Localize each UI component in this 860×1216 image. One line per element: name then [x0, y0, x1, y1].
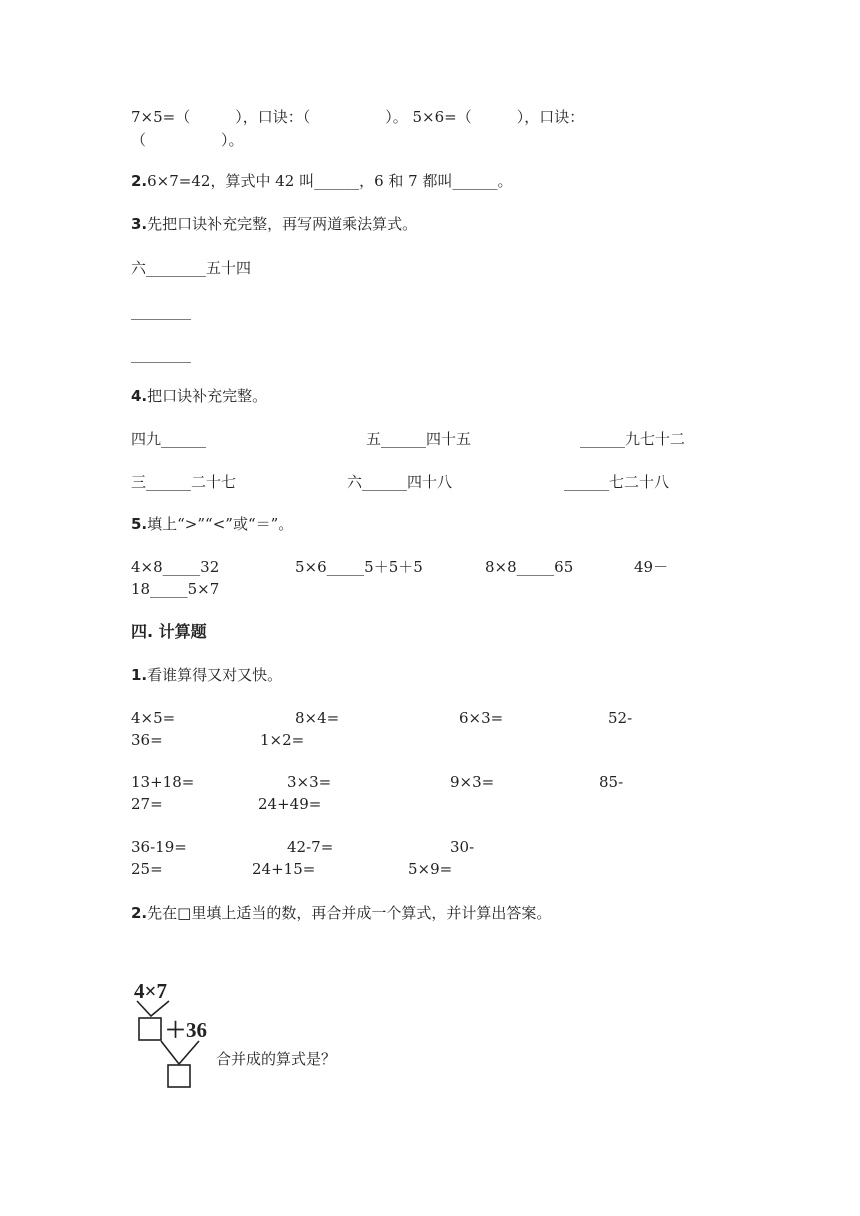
koujue-item: ______九七十二 [580, 430, 686, 448]
calc-item: 4×5= [131, 709, 176, 727]
calc-item: 24+15= [252, 860, 316, 878]
koujue-item: 五______四十五 [366, 430, 472, 448]
calc-item: 36-19= [131, 838, 187, 856]
question-text: 把口诀补充完整。 [147, 387, 268, 405]
koujue-fill: 六________五十四 [131, 259, 252, 277]
question-3 [131, 215, 417, 233]
compare-item: 49－ [634, 558, 669, 576]
calc-item: 1×2= [260, 731, 305, 749]
calc-item: 30- [450, 838, 475, 856]
q1-line2: （ ）。 [131, 131, 244, 149]
diagram-middle-expression: ＋36 [165, 1018, 207, 1042]
question-2 [131, 904, 551, 922]
calc-item: 36= [131, 731, 163, 749]
question-number: 3. [131, 215, 148, 233]
compare-item-continued: 18_____5×7 [131, 580, 220, 598]
calc-item: 27= [131, 795, 163, 813]
question-text: 先在□里填上适当的数，再合并成一个算式，并计算出答案。 [147, 904, 552, 922]
question-2 [131, 172, 512, 190]
question-4 [131, 387, 267, 405]
section-title: 四. 计算题 [131, 622, 207, 641]
calc-item: 5×9= [408, 860, 453, 878]
calc-item: 8×4= [295, 709, 340, 727]
calc-item: 13+18= [131, 773, 195, 791]
koujue-item: 三______二十七 [131, 473, 237, 491]
question-number: 4. [131, 387, 148, 405]
answer-box [139, 1018, 161, 1040]
calc-item: 52- [608, 709, 633, 727]
compare-item: 4×8_____32 [131, 558, 220, 576]
diagram-top-expression: 4×7 [134, 979, 167, 1003]
question-number: 5. [131, 515, 148, 533]
question-number: 2. [131, 172, 148, 190]
calc-item: 9×3= [450, 773, 495, 791]
question-text: 6×7=42，算式中 42 叫______，6 和 7 都叫______。 [147, 172, 513, 190]
answer-blank-1: ________ [131, 302, 191, 320]
question-text: 先把口诀补充完整，再写两道乘法算式。 [147, 215, 418, 233]
question-1 [131, 666, 282, 684]
answer-blank-2: ________ [131, 345, 191, 363]
tree-branch [137, 1001, 169, 1016]
calc-item: 24+49= [258, 795, 322, 813]
question-number: 2. [131, 904, 148, 922]
q1-line1: 7×5=（ ），口诀：（ ）。 5×6=（ ），口诀： [131, 108, 585, 126]
calc-item: 6×3= [459, 709, 504, 727]
calc-item: 85- [599, 773, 624, 791]
compare-item: 5×6_____5＋5＋5 [295, 558, 423, 576]
calc-item: 42-7= [287, 838, 334, 856]
question-text: 看谁算得又对又快。 [147, 666, 283, 684]
question-number: 1. [131, 666, 148, 684]
koujue-item: ______七二十八 [564, 473, 670, 491]
calc-item: 25= [131, 860, 163, 878]
koujue-item: 四九______ [131, 430, 207, 448]
calculation-tree-diagram [126, 976, 356, 1092]
tree-branch [161, 1041, 199, 1064]
question-text: 填上“>”“<”或“＝”。 [147, 515, 294, 533]
calc-item: 3×3= [287, 773, 332, 791]
compare-item: 8×8_____65 [485, 558, 574, 576]
koujue-item: 六______四十八 [347, 473, 453, 491]
question-5 [131, 515, 293, 533]
answer-box [168, 1065, 190, 1087]
diagram-question: 合并成的算式是？ [216, 1050, 337, 1068]
